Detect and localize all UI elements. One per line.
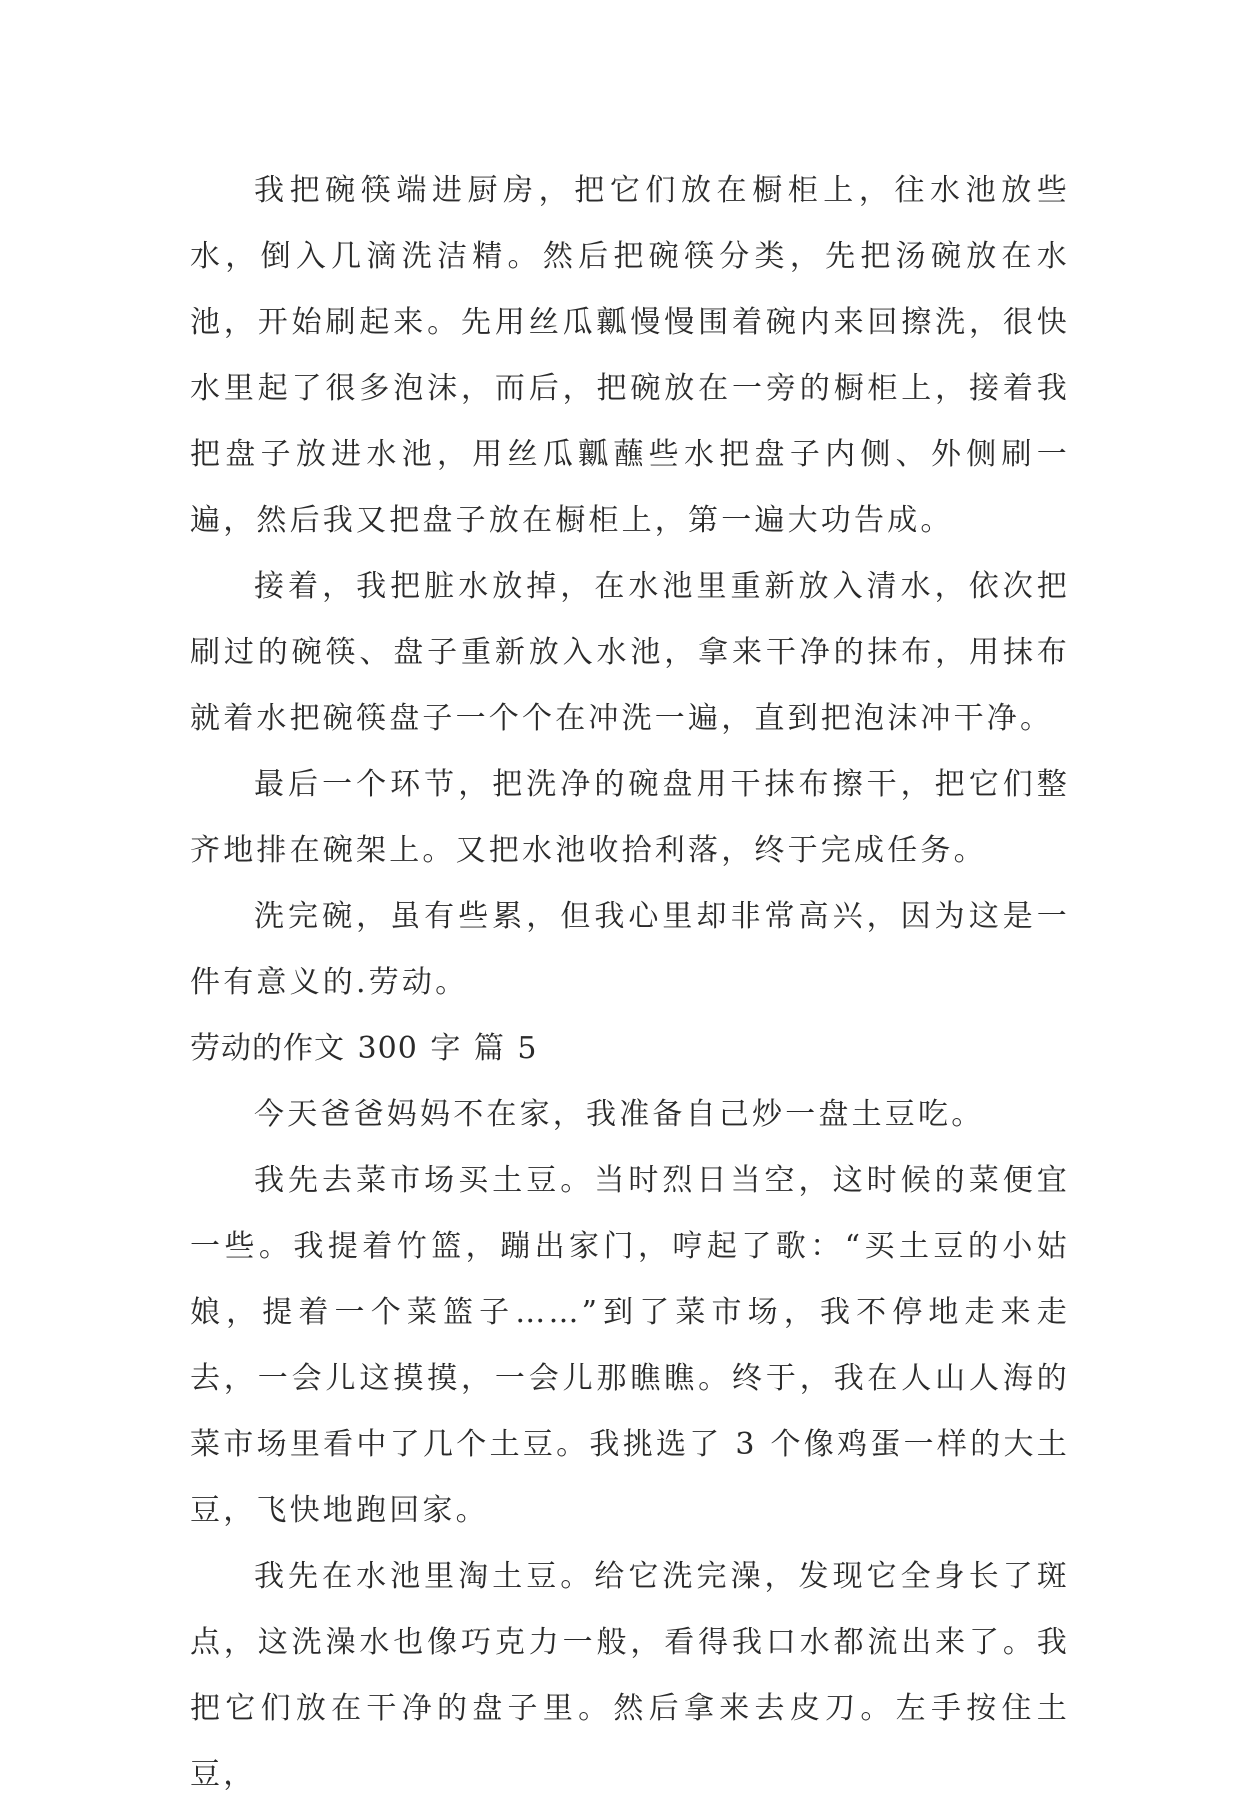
paragraph: 我先在水池里淘土豆。给它洗完澡，发现它全身长了斑点，这洗澡水也像巧克力一般，看得我口水都流出来了。我把它们放在干净的盘子里。然后拿来去皮刀。左手按住土豆， bbox=[190, 1559, 1070, 1792]
paragraph: 接着，我把脏水放掉，在水池里重新放入清水，依次把刷过的碗筷、盘子重新放入水池，拿来干净的抹布，用抹布就着水把碗筷盘子一个个在冲洗一遍，直到把泡沫冲干净。 bbox=[190, 569, 1070, 736]
paragraph: 我先去菜市场买土豆。当时烈日当空，这时候的菜便宜一些。我提着竹篮，蹦出家门，哼起了歌：“买土豆的小姑娘，提着一个菜篮子……”到了菜市场，我不停地走来走去，一会儿这摸摸，一会儿那瞧瞧。终于，我在人山人海的菜市场里看中了几个土豆。我挑选了 3 个像鸡蛋一样的大土豆，飞快地跑回家。 bbox=[190, 1163, 1070, 1528]
document-body bbox=[190, 158, 1070, 1808]
section-title: 劳动的作文 300 字 篇 5 bbox=[190, 1031, 538, 1066]
paragraph: 今天爸爸妈妈不在家，我准备自己炒一盘土豆吃。 bbox=[254, 1097, 985, 1132]
paragraph: 我把碗筷端进厨房，把它们放在橱柜上，往水池放些水，倒入几滴洗洁精。然后把碗筷分类，先把汤碗放在水池，开始刷起来。先用丝瓜瓤慢慢围着碗内来回擦洗，很快水里起了很多泡沫，而后，把碗放在一旁的橱柜上，接着我把盘子放进水池，用丝瓜瓤蘸些水把盘子内侧、外侧刷一遍，然后我又把盘子放在橱柜上，第一遍大功告成。 bbox=[190, 173, 1070, 538]
paragraph: 最后一个环节，把洗净的碗盘用干抹布擦干，把它们整齐地排在碗架上。又把水池收拾利落，终于完成任务。 bbox=[190, 767, 1070, 868]
paragraph: 洗完碗，虽有些累，但我心里却非常高兴，因为这是一件有意义的.劳动。 bbox=[190, 899, 1070, 1000]
